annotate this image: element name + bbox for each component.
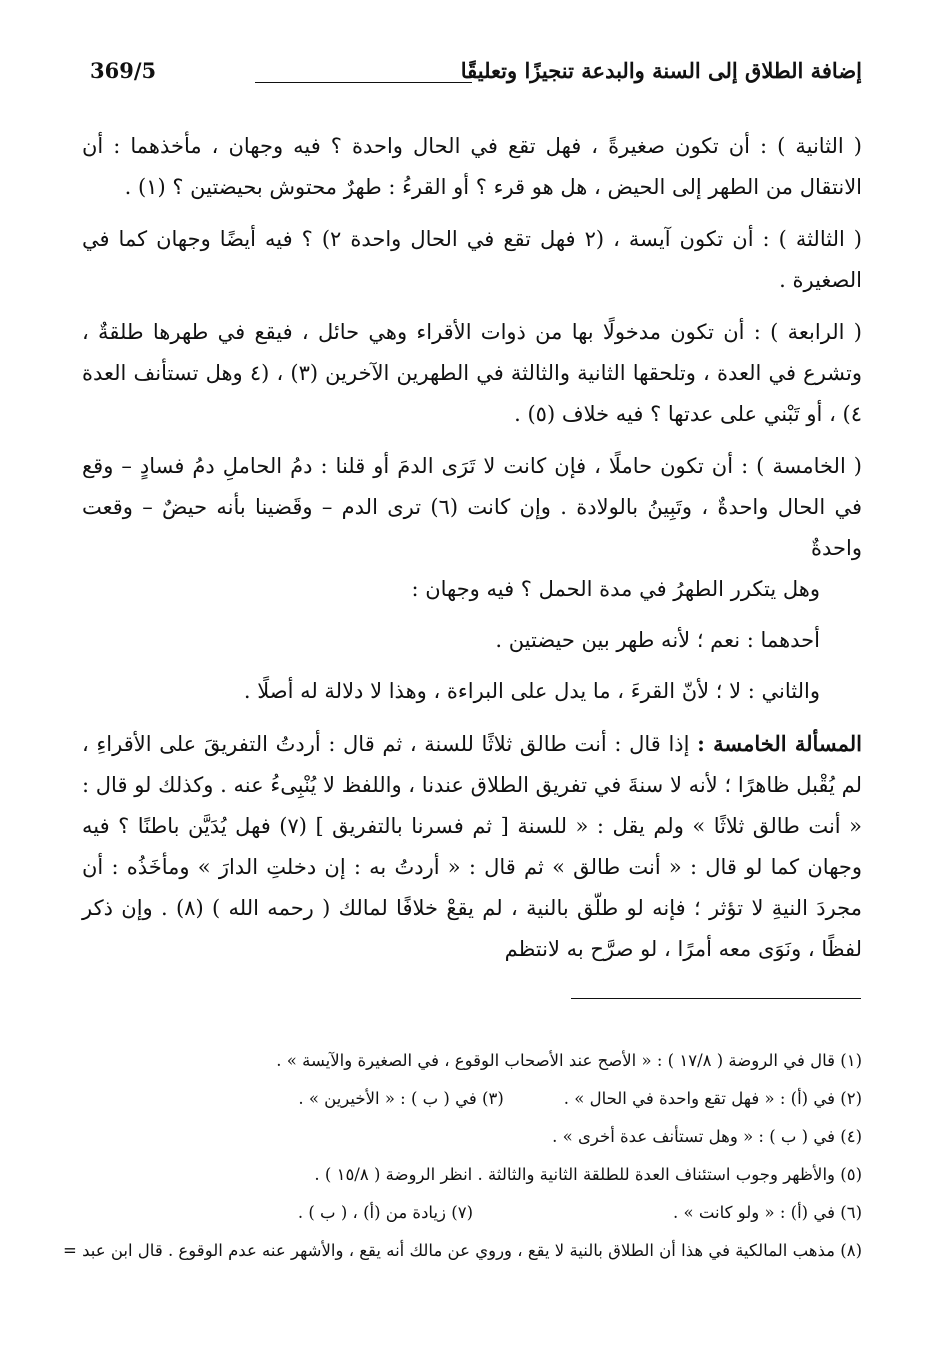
footnote-separator xyxy=(571,998,861,999)
footnote-4: (٤) في ( ب ) : « وهل تستأنف عدة أخرى » . xyxy=(552,1127,862,1146)
paragraph-second-view: والثاني : لا ؛ لأنّ القرءَ ، ما يدل على البراءة ، وهذا لا دلالة له أصلًا . xyxy=(243,679,820,703)
issue-heading: المسألة الخامسة : xyxy=(697,731,862,756)
header-title: إضافة الطلاق إلى السنة والبدعة تنجيزًا وتعليقًا xyxy=(460,58,862,83)
footnote-7: (٧) زيادة من (أ) ، ( ب ) . xyxy=(297,1203,473,1222)
footnote-5: (٥) والأظهر وجوب استئناف العدة للطلقة الثانية والثالثة . انظر الروضة ( ١٥/٨ ) . xyxy=(314,1165,862,1184)
footnote-1: (١) قال في الروضة ( ١٧/٨ ) : « الأصح عند الأصحاب الوقوع ، في الصغيرة والآيسة » . xyxy=(276,1051,862,1070)
main-text xyxy=(82,126,862,981)
paragraph-first-view: أحدهما : نعم ؛ لأنه طهر بين حيضتين . xyxy=(495,628,820,652)
footnote-8: (٨) مذهب المالكية في هذا أن الطلاق بالنية لا يقع ، وروي عن مالك أنه يقع ، والأشهر عنه عدم الوقوع . قال ابن عبد = xyxy=(63,1241,862,1260)
page-number: 369/5 xyxy=(90,58,157,83)
paragraph-question: وهل يتكرر الطهرُ في مدة الحمل ؟ فيه وجهان : xyxy=(411,577,820,601)
footnote-2: (٢) في (أ) : « فهل تقع واحدة في الحال » . xyxy=(563,1089,862,1108)
footnote-row-2-3 xyxy=(80,1080,862,1118)
paragraph-fourth: ( الرابعة ) : أن تكون مدخولًا بها من ذوات الأقراء وهي حائل ، فيقع في طهرها طلقةٌ ، وتشرع في العدة ، وتلحقها الثانية والثالثة في الطهرين الآخرين (٣) ، (٤ وهل تستأنف العدة ٤) ، أو تَبْني على عدتها ؟ فيه خلاف (٥) . xyxy=(82,320,862,426)
paragraph-fifth: ( الخامسة ) : أن تكون حاملًا ، فإن كانت لا تَرَى الدمَ أو قلنا : دمُ الحاملِ دمُ فسادٍ – وقع في الحال واحدةٌ ، وتَبِينُ بالولادة . وإن كانت (٦) ترى الدم – وقَضينا بأنه حيضٌ – وقعت واحدةٌ xyxy=(82,454,863,560)
paragraph-third: ( الثالثة ) : أن تكون آيسة ، (٢ فهل تقع في الحال واحدة ٢) ؟ فيه أيضًا وجهان كما في الصغيرة . xyxy=(82,227,863,292)
header-rule xyxy=(255,82,472,83)
footnote-3: (٣) في ( ب ) : « الأخيرين » . xyxy=(298,1089,504,1108)
paragraph-second: ( الثانية ) : أن تكون صغيرةً ، فهل تقع في الحال واحدة ؟ فيه وجهان ، مأخذهما : أن الانتقال من الطهر إلى الحيض ، هل هو قرء ؟ أو القرءُ : طهرٌ محتوش بحيضتين ؟ (١) . xyxy=(82,134,862,199)
footnote-6: (٦) في (أ) : « ولو كانت » . xyxy=(673,1203,862,1222)
footnote-row-6-7 xyxy=(80,1194,862,1232)
paragraph-fifth-issue xyxy=(82,723,862,970)
footnotes xyxy=(63,1042,862,1270)
issue-text: إذا قال : أنت طالق ثلاثًا للسنة ، ثم قال : أردتُ التفريقَ على الأقراءِ ، لم يُقْبل ظاهرًا ؛ لأنه لا سنةَ في تفريق الطلاق عندنا ، واللفظ لا يُنْبِىءُ عنه . وكذلك لو قال : « أنت طالق ثلاثًا » ولم يقل : « للسنة [ ثم فسرنا بالتفريق ] (٧) فهل يُدَيَّن باطنًا ؟ فيه وجهان كما لو قال : « أنت طالق » ثم قال : « أردتُ به : إن دخلتِ الدارَ » ومأخَذُه : أن مجردَ النيةِ لا تؤثر ؛ فإنه لو طلّق بالنية ، لم يقعْ خلافًا لمالك ( رحمه الله ) (٨) . وإن ذكر لفظًا ، ونَوَى معه أمرًا ، لو صرَّح به لانتظم xyxy=(82,732,862,961)
running-header xyxy=(90,58,862,94)
